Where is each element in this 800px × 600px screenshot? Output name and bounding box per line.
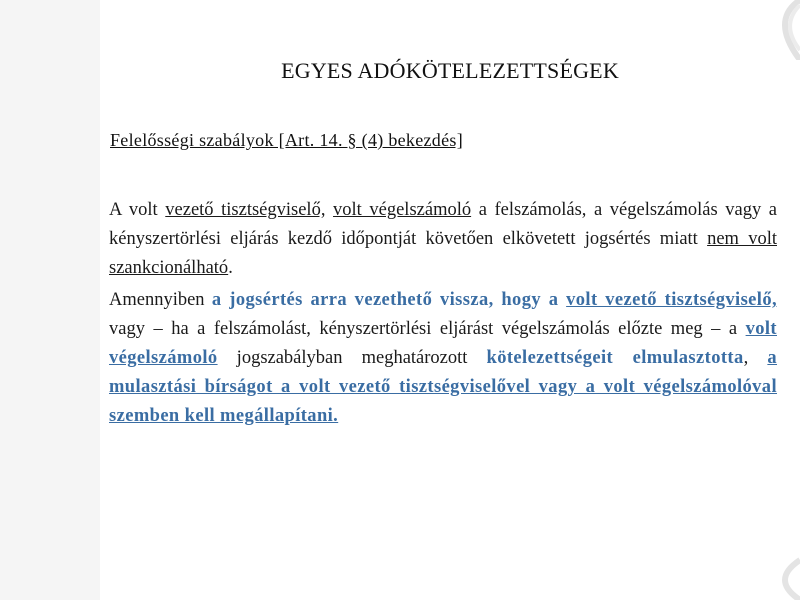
slide-subtitle: Felelősségi szabályok [Art. 14. § (4) bekezdés]: [110, 130, 463, 150]
p2-text-4: vagy – ha a felszámolást, kényszertörlési eljárást végelszámolás előzte meg – a: [109, 319, 746, 339]
p2-text-3: volt vezető tisztségviselő,: [566, 290, 777, 310]
p2-text-8: ,: [743, 348, 768, 368]
p2-text-7: kötelezettségeit elmulasztotta: [486, 348, 744, 368]
p2-text-2: a jogsértés arra vezethető vissza, hogy a: [211, 290, 567, 310]
p1-text-2: vezető tisztségviselő,: [165, 200, 326, 220]
p2-text-6: jogszabályban meghatározott: [217, 348, 487, 368]
paragraph-2: [109, 286, 777, 431]
p1-text-4: volt végelszámoló: [333, 200, 472, 220]
left-margin-panel: [0, 0, 101, 600]
p1-text-6: nem volt szankcionálható: [109, 229, 777, 278]
p2-text-9: a mulasztási bírságot a volt vezető tisztségviselővel vagy a volt végelszámolóval szemben kell megállapítani.: [109, 348, 778, 426]
corner-swirl-decoration-bottom: [750, 550, 800, 600]
corner-swirl-decoration: [760, 0, 800, 60]
p1-text-7: .: [228, 258, 233, 278]
p2-text-1: Amennyiben: [109, 290, 212, 310]
p1-text-1: A volt: [109, 200, 166, 220]
p2-text-5: volt végelszámoló: [109, 319, 777, 368]
slide-title: EGYES ADÓKÖTELEZETTSÉGEK: [281, 58, 619, 83]
p1-text-5: a felszámolás, a végelszámolás vagy a kényszertörlési eljárás kezdő időpontját követően elkövetett jogsértés miatt: [109, 200, 777, 249]
p1-text-3: [325, 200, 333, 220]
paragraph-1: [109, 196, 777, 283]
